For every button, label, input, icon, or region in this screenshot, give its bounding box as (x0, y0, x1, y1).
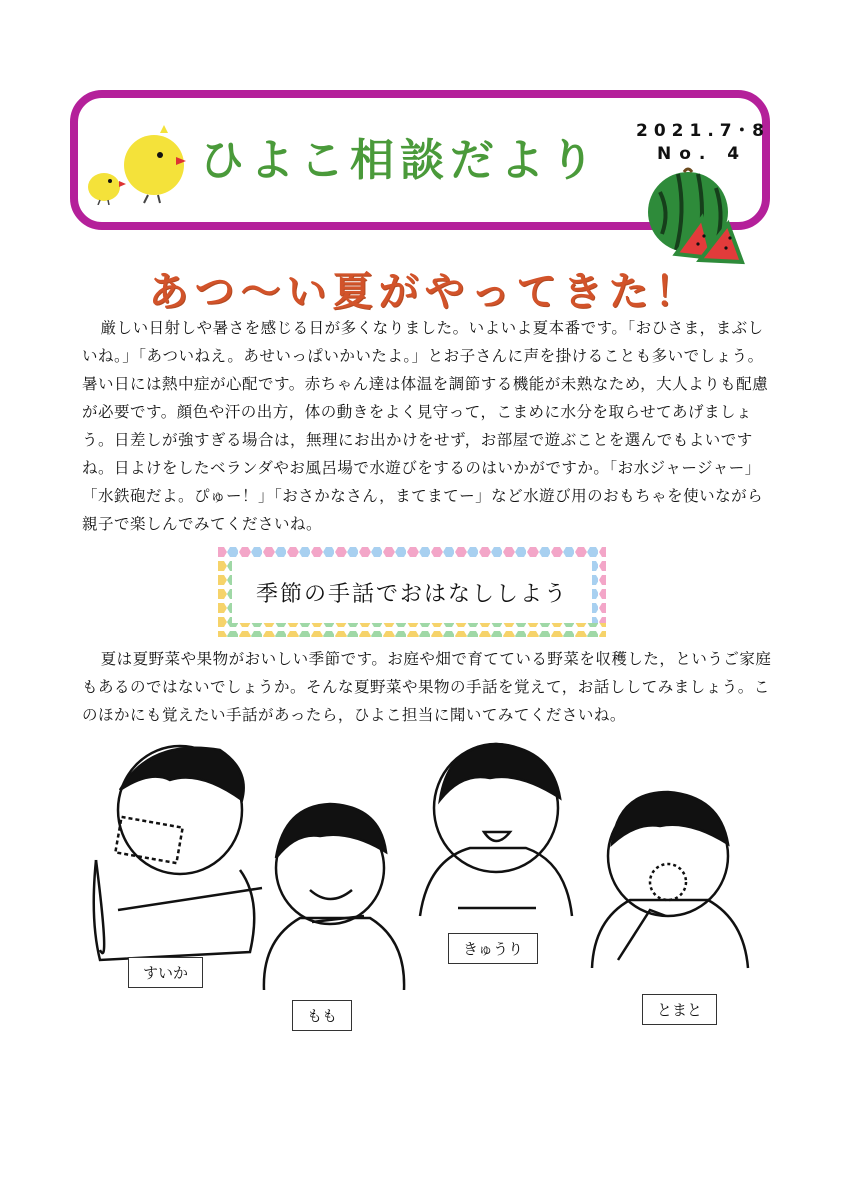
chicks-illustration (82, 115, 192, 205)
section-title: 季節の手話でおはなししよう (255, 581, 568, 607)
big-chick-icon (124, 125, 186, 203)
section-title-box (214, 545, 610, 639)
person-kyuuri-icon (420, 744, 572, 916)
label-kyuuri: きゅうり (448, 933, 538, 964)
section-title-inner (242, 567, 582, 617)
label-suika: すいか (128, 957, 203, 988)
label-tomato: とまと (642, 994, 717, 1025)
article-sign-language-text: 夏は夏野菜や果物がおいしい季節です。お庭や畑で育てている野菜を収穫した，というご家庭もあるのではないでしょうか。そんな夏野菜や果物の手話を覚えて，お話ししてみましょう。このほかにも覚えたい手話があったら，ひよこ担当に聞いてみてくださいね。 (82, 650, 772, 724)
article-summer-text: 厳しい日射しや暑さを感じる日が多くなりました。いよいよ夏本番です。「おひさま，まぶしいね。」「あついねえ。あせいっぱいかいたよ。」とお子さんに声を掛けることも多いでしょう。暑い日には熱中症が心配です。赤ちゃん達は体温を調節する機能が未熟なため，大人よりも配慮が必要です。顔色や汗の出方，体の動きをよく見守って，こまめに水分を取らせてあげましょう。日差しが強すぎる場合は，無理にお出かけをせず，お部屋で遊ぶことを選んでもよいですね。日よけをしたベランダやお風呂場で水遊びをするのはいかがですか。「お水ジャージャー」「水鉄砲だよ。ぴゅー！」「おさかなさん，まてまてー」など水遊び用のおもちゃを使いながら親子で楽しんでみてくださいね。 (82, 319, 769, 533)
headline: あつ～い夏がやってきた！ (148, 269, 701, 315)
article-sign-language (82, 645, 772, 729)
newsletter-title: ひよこ相談だより (200, 135, 600, 186)
issue-date: 2021.7･8 (636, 121, 770, 141)
small-chick-icon (88, 173, 126, 205)
person-momo-icon (264, 804, 404, 990)
article-summer (82, 314, 772, 538)
label-momo: もも (292, 1000, 352, 1031)
issue-number: No. 4 (657, 144, 748, 164)
sign-language-illustrations (0, 740, 849, 1040)
person-tomato-icon (592, 792, 748, 968)
watermelon-icon (640, 162, 750, 272)
person-suika-icon (94, 746, 262, 960)
